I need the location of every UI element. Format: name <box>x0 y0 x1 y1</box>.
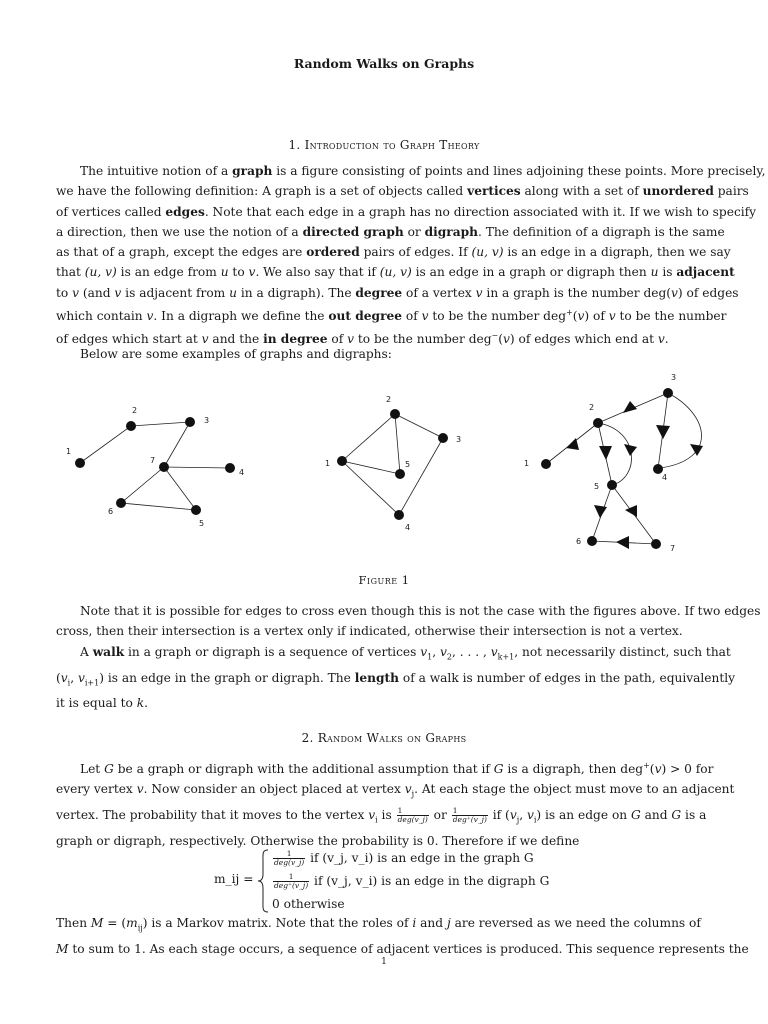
paragraph-line: Let G be a graph or digraph with the additional assumption that if G is a digraph, then deg+(v) > 0 for <box>80 761 714 777</box>
graph-1-edge <box>121 467 164 503</box>
paragraph-line: to v (and v is adjacent from u in a digraph). The degree of a vertex v in a graph is the number deg(v) of edges <box>56 285 739 300</box>
graph-3-arrowhead <box>623 401 637 413</box>
equation-case-3: 0 otherwise <box>272 897 345 911</box>
graph-2-vertex <box>390 409 400 419</box>
equation-case-2 <box>272 873 549 890</box>
case-2-text: if (v_j, v_i) is an edge in the digraph G <box>310 874 550 888</box>
paragraph-line: ($v_i$, $v_{i+1}$) is an edge in the graph or digraph. The length of a walk is number of edges in the path, equivalently <box>56 670 736 688</box>
graph-1-vertex <box>126 421 136 431</box>
graph-1-label: 5 <box>199 519 205 528</box>
graph-1-edge <box>80 426 131 463</box>
graph-3-arrowheads <box>566 401 703 549</box>
graph-3-vertex <box>663 388 673 398</box>
graph-2-label: 3 <box>456 435 462 444</box>
equation-case-1 <box>272 850 534 867</box>
graph-3-label: 7 <box>670 544 676 553</box>
page-number: 1 <box>381 957 387 967</box>
equation-lhs: m_ij = <box>214 872 254 886</box>
graph-3-arrowhead <box>599 446 612 460</box>
graph-2-edge <box>342 414 395 461</box>
graph-3-label: 4 <box>662 473 668 482</box>
section-2-paragraph-2 <box>56 913 749 959</box>
fraction-denominator: deg(v_j) <box>274 858 305 867</box>
graph-1-vertex <box>116 498 126 508</box>
graph-2-vertex <box>395 469 405 479</box>
graph-1-vertex <box>225 463 235 473</box>
graph-2-edge <box>399 438 443 515</box>
graph-2-edge <box>395 414 400 474</box>
graph-2-label: 5 <box>405 460 411 469</box>
left-brace-icon <box>256 848 270 914</box>
section-1-paragraph-4 <box>56 642 736 714</box>
graph-1-label: 6 <box>108 507 114 516</box>
fraction: $\frac{1}{\text{deg(v\_j)}}$ <box>397 806 428 825</box>
paper-title: Random Walks on Graphs <box>293 56 475 71</box>
graph-1-edge <box>121 503 196 510</box>
graph-1-vertex <box>185 417 195 427</box>
section-1-paragraph-3 <box>56 601 761 642</box>
graph-3-label: 5 <box>594 482 600 491</box>
paragraph-line: which contain v. In a digraph we define the out degree of v to be the number deg+(v) of v to be the number <box>56 308 727 324</box>
graph-2-label: 4 <box>405 523 411 532</box>
graph-2-edge <box>342 461 400 474</box>
paragraph-line: The intuitive notion of a graph is a figure consisting of points and lines adjoining these points. More precisely, <box>80 164 766 178</box>
graph-1-edge <box>164 467 196 510</box>
fraction <box>273 850 305 867</box>
graph-1-vertex <box>159 462 169 472</box>
graph-3-arrowhead <box>624 444 637 456</box>
graph-2-vertices <box>337 409 448 520</box>
graph-2-vertex <box>394 510 404 520</box>
case-1-text: if (v_j, v_i) is an edge in the graph G <box>306 851 534 865</box>
graph-1-label: 2 <box>132 406 138 415</box>
graph-3-vertices <box>541 388 673 549</box>
paragraph-line: of vertices called edges. Note that each edge in a graph has no direction associated with it. If we wish to specify <box>56 204 757 219</box>
graph-3-vertex <box>607 480 617 490</box>
paragraph-line: it is equal to k. <box>56 696 148 711</box>
figure-caption: Figure 1 <box>358 573 410 587</box>
graph-2-label: 1 <box>325 459 331 468</box>
paragraph-line: graph or digraph, respectively. Otherwise the probability is 0. Therefore if we define <box>56 833 580 848</box>
paragraph-line: A walk in a graph or digraph is a sequence of vertices $v_1$, $v_2$, . . . , $v_{k+1}$, not necessarily distinct, such that <box>80 645 731 662</box>
graph-3-label: 1 <box>524 459 530 468</box>
fraction-numerator: 1 <box>273 873 309 882</box>
graph-1-edge <box>164 467 230 468</box>
graph-3-label: 3 <box>671 373 677 382</box>
paragraph-line: as that of a graph, except the edges are ordered pairs of edges. If (u, v) is an edge in a digraph, then we say <box>56 245 731 260</box>
graph-2-edge <box>342 461 399 515</box>
graph-3-label: 6 <box>576 537 582 546</box>
fraction <box>273 873 309 890</box>
fraction-denominator: deg⁺(v_j) <box>274 881 309 890</box>
graph-1-label: 1 <box>66 447 72 456</box>
paragraph-line: vertex. The probability that it moves to the vertex $v_i$ is $\frac{1}{\text{deg(v\_j)}}$ or $\frac{1}{\text{deg⁺(v\_j)}}$ if ($v_j$, $v_i$) is an edge on G and G is a <box>56 806 707 825</box>
paragraph-line: Then $M = (m_{ij})$ is a Markov matrix. Note that the roles of i and j are reversed as we need the columns of <box>56 916 701 933</box>
graph-3-arrowhead <box>616 536 629 549</box>
paragraph-line: M to sum to 1. As each stage occurs, a sequence of adjacent vertices is produced. This sequence represents the <box>56 941 749 956</box>
fraction-numerator: 1 <box>273 850 305 859</box>
graph-1-edge <box>131 422 190 426</box>
graph-3-label: 2 <box>589 403 595 412</box>
graph-1-vertex <box>75 458 85 468</box>
paragraph-line: cross, then their intersection is a vertex only if indicated, otherwise their intersection is not a vertex. <box>56 624 683 639</box>
graph-1-vertices <box>75 417 235 515</box>
graph-3 <box>546 393 702 544</box>
graph-3-vertex <box>651 539 661 549</box>
graph-3-arrowhead <box>625 505 637 517</box>
graph-1 <box>80 422 230 510</box>
paragraph-line: that (u, v) is an edge from u to v. We also say that if (u, v) is an edge in a graph or digraph then u is adjacent <box>56 265 735 280</box>
section-2-paragraph-1 <box>56 756 735 851</box>
fraction: $\frac{1}{\text{deg⁺(v\_j)}}$ <box>452 806 487 825</box>
graph-2 <box>342 414 443 515</box>
figure-1-graphs <box>0 360 768 565</box>
graph-3-vertex <box>593 418 603 428</box>
graph-3-arrowhead <box>594 505 607 518</box>
section-1-heading: 1. Introduction to Graph Theory <box>288 138 480 152</box>
paragraph-line: every vertex v. Now consider an object placed at vertex $v_j$. At each stage the object must move to an adjacent <box>56 782 735 799</box>
paragraph-line: a direction, then we use the notion of a directed graph or digraph. The definition of a digraph is the same <box>56 224 725 239</box>
graph-3-vertex <box>587 536 597 546</box>
paragraph-line: we have the following definition: A graph is a set of objects called vertices along with a set of unordered pairs <box>56 184 749 199</box>
graph-2-label: 2 <box>386 395 392 404</box>
graph-2-edge <box>395 414 443 438</box>
paragraph-line: Below are some examples of graphs and digraphs: <box>80 347 392 361</box>
graph-3-arrowhead <box>656 425 670 439</box>
graph-3-vertex <box>541 459 551 469</box>
graph-2-vertex <box>438 433 448 443</box>
graph-3-arrowhead <box>690 444 703 456</box>
graph-1-vertex <box>191 505 201 515</box>
graph-1-label: 4 <box>239 468 245 477</box>
section-2-heading: 2. Random Walks on Graphs <box>301 731 467 745</box>
graph-1-label: 7 <box>150 456 156 465</box>
graph-2-vertex <box>337 456 347 466</box>
paragraph-line: of edges which start at v and the in degree of v to be the number deg−(v) of edges which end at v. <box>56 331 669 347</box>
paragraph-line: Note that it is possible for edges to cross even though this is not the case with the figures above. If two edges <box>80 604 761 618</box>
graph-1-edge <box>164 422 190 467</box>
graph-1-label: 3 <box>204 416 210 425</box>
section-1-paragraph-1 <box>56 161 766 350</box>
